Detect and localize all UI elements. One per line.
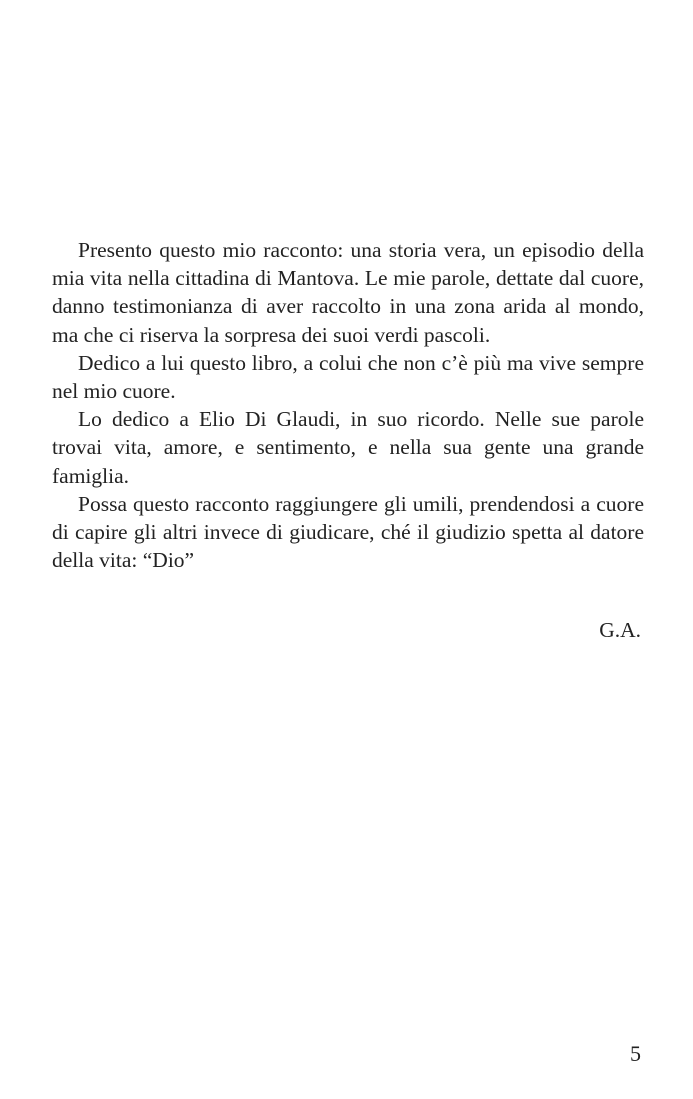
dedication-text (52, 236, 644, 574)
page-number: 5 (630, 1041, 641, 1066)
paragraph-intro: Presento questo mio racconto: una storia vera, un episodio della mia vita nella cittadina di Mantova. Le mie parole, dettate dal cuore, danno testimonianza di aver raccolto in una zona arida al mondo, ma che ci riserva la sorpresa dei suoi verdi pascoli. (52, 238, 644, 347)
author-initials: G.A. (599, 618, 641, 642)
paragraph-wish: Possa questo racconto raggiungere gli umili, prendendosi a cuore di capire gli altri invece di giudicare, ché il giudizio spetta al datore della vita: “Dio” (52, 491, 644, 573)
paragraph-dedication: Dedico a lui questo libro, a colui che non c’è più ma vive sempre nel mio cuore. (52, 350, 644, 404)
paragraph-elio: Lo dedico a Elio Di Glaudi, in suo ricordo. Nelle sue parole trovai vita, amore, e sentimento, e nella sua gente una grande famiglia. (52, 407, 644, 488)
